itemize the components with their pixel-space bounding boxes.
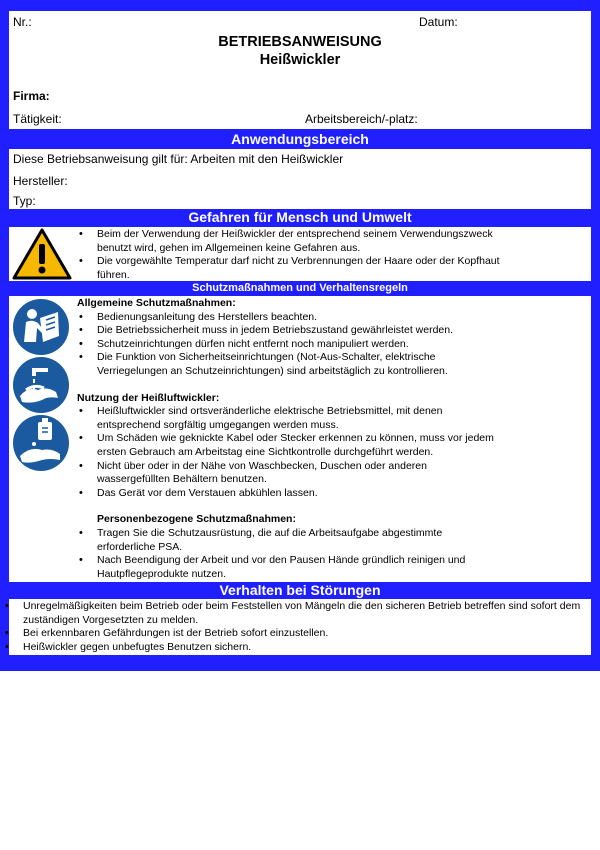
allgemein-item: • Die Betriebssicherheit muss in jedem Betriebszustand gewährleistet werden. bbox=[77, 324, 577, 338]
allgemein-title: Allgemeine Schutzmaßnahmen: bbox=[77, 297, 236, 309]
stoerungen-box bbox=[9, 599, 591, 655]
arbeitsbereich-label: Arbeitsbereich/-platz: bbox=[305, 112, 418, 126]
datum-label: Datum: bbox=[419, 15, 458, 29]
read-manual-icon bbox=[12, 298, 70, 356]
typ-label: Typ: bbox=[13, 194, 36, 208]
stoerungen-item: • Bei erkennbaren Gefährdungen ist der Betrieb sofort einzustellen. bbox=[3, 627, 591, 641]
gefahren-box bbox=[9, 227, 591, 281]
anwendung-box bbox=[9, 149, 591, 209]
schutz-heading: Schutzmaßnahmen und Verhaltensregeln bbox=[192, 282, 408, 294]
firma-label: Firma: bbox=[13, 89, 50, 103]
allgemein-item: • Schutzeinrichtungen dürfen nicht entfernt noch manipuliert werden. bbox=[77, 338, 577, 352]
taetigkeit-label: Tätigkeit: bbox=[13, 112, 62, 126]
hersteller-label: Hersteller: bbox=[13, 174, 68, 188]
schutz-box bbox=[9, 296, 591, 582]
allgemein-item: • Die Funktion von Sicherheitseinrichtungen (Not-Aus-Schalter, elektrische Verriegelungen an Schutzeinrichtungen) sind arbeitstäglich zu kontrollieren. bbox=[77, 351, 577, 378]
header-box bbox=[9, 11, 591, 129]
allgemein-item: • Bedienungsanleitung des Herstellers beachten. bbox=[77, 311, 577, 325]
gefahren-list bbox=[77, 228, 502, 282]
stoerungen-heading: Verhalten bei Störungen bbox=[219, 582, 381, 598]
nutzung-item: • Das Gerät vor dem Verstauen abkühlen lassen. bbox=[77, 487, 577, 501]
gefahren-item: • Die vorgewählte Temperatur darf nicht zu Verbrennungen der Haare oder der Kopfhaut führen. bbox=[77, 255, 502, 282]
warning-triangle-icon bbox=[12, 228, 72, 280]
wash-hands-icon bbox=[12, 356, 70, 414]
nutzung-title: Nutzung der Heißluftwickler: bbox=[77, 391, 220, 404]
anwendung-heading: Anwendungsbereich bbox=[231, 131, 369, 147]
stoerungen-list bbox=[3, 600, 591, 654]
nutzung-item: • Nicht über oder in der Nähe von Waschbecken, Duschen oder anderen wassergefüllten Behältern benutzen. bbox=[77, 460, 577, 487]
person-item: • Tragen Sie die Schutzausrüstung, die auf die Arbeitsaufgabe abgestimmte erforderliche PSA. bbox=[77, 527, 577, 554]
page-title: BETRIEBSANWEISUNG bbox=[218, 34, 382, 50]
nutzung-item: • Um Schäden wie geknickte Kabel oder Stecker erkennen zu können, muss vor jedem ersten Gebrauch am Arbeitstag eine Sichtkontrolle durchgeführt werden. bbox=[77, 432, 577, 459]
nutzung-item: • Heißluftwickler sind ortsveränderliche elektrische Betriebsmittel, mit denen entsprechend sorgfältig umgegangen werden muss. bbox=[77, 405, 577, 432]
nr-label: Nr.: bbox=[13, 15, 32, 29]
page-subtitle: Heißwickler bbox=[259, 52, 341, 68]
stoerungen-item: • Unregelmäßigkeiten beim Betrieb oder beim Feststellen von Mängeln die den sicheren Betrieb betreffen sind sofort dem zuständigen Vorgesetzten zu melden. bbox=[3, 600, 591, 627]
stoerungen-item: • Heißwickler gegen unbefugtes Benutzen sichern. bbox=[3, 641, 591, 655]
skin-care-icon bbox=[12, 414, 70, 472]
person-title: Personenbezogene Schutzmaßnahmen: bbox=[97, 513, 296, 526]
schutz-content bbox=[77, 297, 577, 581]
gefahren-heading: Gefahren für Mensch und Umwelt bbox=[188, 209, 412, 225]
gefahren-item: • Beim der Verwendung der Heißwickler der entsprechend seinem Verwendungszweck benutzt wird, gehen im Allgemeinen keine Gefahren aus. bbox=[77, 228, 502, 255]
anwendung-scope: Diese Betriebsanweisung gilt für: Arbeiten mit den Heißwickler bbox=[13, 152, 344, 166]
person-item: • Nach Beendigung der Arbeit und vor den Pausen Hände gründlich reinigen und Hautpflegeprodukte nutzen. bbox=[77, 554, 577, 581]
